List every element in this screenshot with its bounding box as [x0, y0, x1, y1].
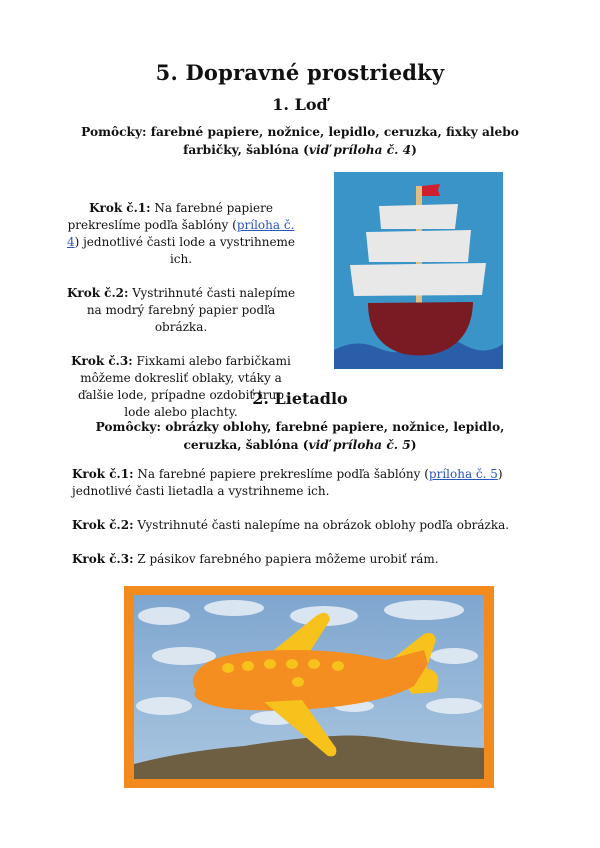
step-text: Z pásikov farebného papiera môžeme urobiť rám. [137, 552, 439, 566]
ship-step-1 [66, 200, 296, 268]
tools-label: Pomôcky: [81, 125, 147, 139]
step-text: Vystrihnuté časti nalepíme na modrý farebný papier podľa obrázka. [86, 286, 296, 334]
section-heading-plane: 2. Lietadlo [252, 389, 348, 408]
tools-label: Pomôcky: [95, 420, 162, 434]
annex-4-link[interactable]: príloha č. 4 [66, 218, 295, 249]
annex-5-link[interactable]: príloha č. 5 [428, 467, 498, 481]
step-label: Krok č.3: [71, 354, 133, 368]
airplane-image [124, 586, 494, 788]
tools-plane [80, 418, 520, 454]
step-text: Fixkami alebo farbičkami môžeme dokresliť oblaky, vtáky a ďalšie lode, prípadne ozdobiť trup lode alebo plachty. [77, 354, 291, 419]
ship-steps [66, 200, 296, 421]
tools-list: obrázky oblohy, farebné papiere, nožnice, lepidlo, ceruzka, šablóna ( [165, 420, 505, 452]
plane-steps [72, 466, 542, 568]
tools-ship [60, 123, 540, 159]
step-text: Na farebné papiere prekreslíme podľa šablóny ( [67, 201, 273, 232]
step-label: Krok č.2: [72, 518, 134, 532]
ship-step-2 [66, 285, 296, 336]
ship-image [334, 172, 503, 369]
ship-step-3 [66, 353, 296, 421]
plane-step-2 [72, 517, 542, 534]
plane-step-3 [72, 551, 542, 568]
ship-sail-top [379, 204, 458, 229]
step-text: Vystrihnuté časti nalepíme na obrázok oblohy podľa obrázka. [137, 518, 510, 532]
step-label: Krok č.1: [89, 201, 151, 215]
step-label: Krok č.2: [66, 286, 129, 300]
plane-step-1 [72, 466, 542, 500]
tools-list: farebné papiere, nožnice, lepidlo, ceruzka, fixky alebo farbičky, šablóna ( [150, 125, 519, 157]
ship-flag [422, 184, 440, 196]
step-text: ) jednotlivé časti lietadla a vystrihneme ich. [72, 467, 503, 498]
step-label: Krok č.3: [72, 552, 134, 566]
ship-sail-bottom [350, 263, 486, 296]
tools-close-paren: ) [411, 143, 417, 157]
tools-reference: viď príloha č. 4 [308, 143, 412, 157]
step-text: ) jednotlivé časti lode a vystrihneme ich. [74, 235, 296, 266]
section-heading-ship: 1. Loď [272, 95, 328, 114]
ship-sail-middle [366, 230, 471, 262]
step-label: Krok č.1: [72, 467, 134, 481]
step-text: Na farebné papiere prekreslíme podľa šablóny ( [137, 467, 429, 481]
tools-close-paren: ) [410, 438, 417, 452]
page-title: 5. Dopravné prostriedky [155, 60, 445, 85]
tools-reference: viď príloha č. 5 [308, 438, 411, 452]
